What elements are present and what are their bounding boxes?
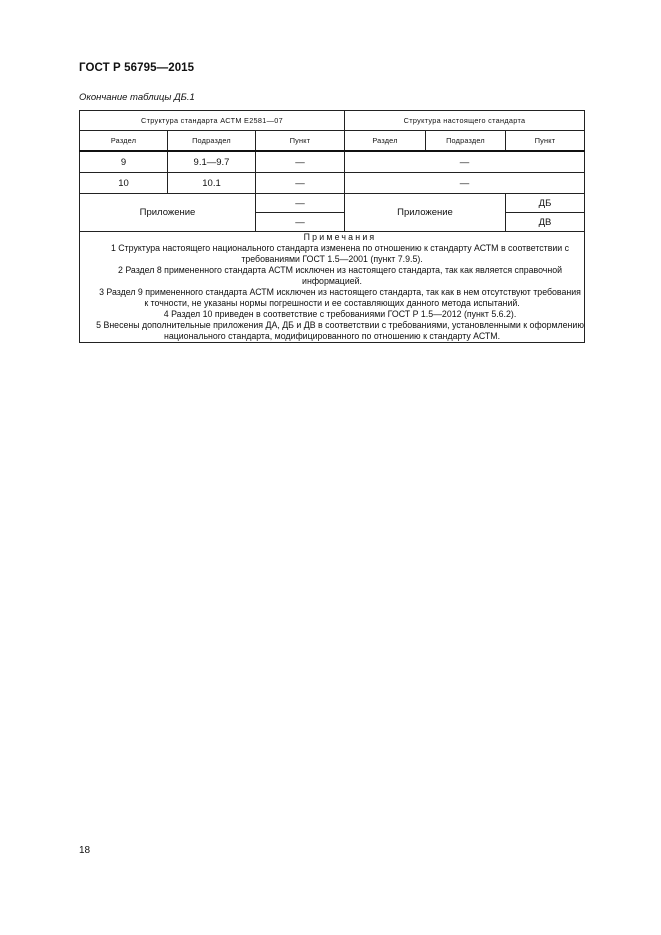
cell-punkt: — bbox=[256, 173, 345, 194]
cell-appendix-label-right: Приложение bbox=[345, 194, 506, 232]
col-header-podrazdel-right: Подраздел bbox=[426, 131, 506, 152]
cell-appendix-punkt-left-2: — bbox=[256, 213, 345, 232]
table-row bbox=[80, 173, 585, 194]
cell-appendix-punkt-right-2: ДВ bbox=[506, 213, 585, 232]
cell-razdel: 9 bbox=[80, 151, 168, 173]
cell-podrazdel: 9.1—9.7 bbox=[168, 151, 256, 173]
col-header-razdel-left: Раздел bbox=[80, 131, 168, 152]
cell-appendix-label-left: Приложение bbox=[80, 194, 256, 232]
cell-punkt: — bbox=[256, 151, 345, 173]
cell-appendix-punkt-right-1: ДБ bbox=[506, 194, 585, 213]
group-header-astm: Структура стандарта АСТМ Е2581—07 bbox=[80, 111, 345, 131]
col-header-punkt-left: Пункт bbox=[256, 131, 345, 152]
note-item: 3 Раздел 9 примененного стандарта АСТМ исключен из настоящего стандарта, так как в нем отсутствуют требования к точности, не указаны нормы погрешности и ее составляющих данного метода испытаний. bbox=[99, 287, 581, 308]
cell-national-structure: — bbox=[345, 151, 585, 173]
note-item: 1 Структура настоящего национального стандарта изменена по отношению к стандарту АСТМ в соответствии с требованиями ГОСТ 1.5—2001 (пункт 7.9.5). bbox=[110, 243, 570, 264]
cell-podrazdel: 10.1 bbox=[168, 173, 256, 194]
col-header-podrazdel-left: Подраздел bbox=[168, 131, 256, 152]
structure-table bbox=[79, 110, 585, 343]
table-caption: Окончание таблицы ДБ.1 bbox=[79, 92, 195, 103]
table-group-header-row bbox=[80, 111, 585, 131]
note-item: 5 Внесены дополнительные приложения ДА, ДБ и ДВ в соответствии с требованиями, установленными к оформлению национального стандарта, модифицированного по отношению к стандарту АСТМ. bbox=[96, 320, 584, 341]
col-header-razdel-right: Раздел bbox=[345, 131, 426, 152]
table-column-header-row bbox=[80, 131, 585, 152]
note-item: 2 Раздел 8 примененного стандарта АСТМ исключен из настоящего стандарта, так как является справочной информацией. bbox=[117, 265, 563, 286]
document-code: ГОСТ Р 56795—2015 bbox=[79, 62, 195, 74]
cell-razdel: 10 bbox=[80, 173, 168, 194]
note-item: 4 Раздел 10 приведен в соответствие с требованиями ГОСТ Р 1.5—2012 (пункт 5.6.2). bbox=[163, 309, 517, 319]
col-header-punkt-right: Пункт bbox=[506, 131, 585, 152]
cell-appendix-punkt-left-1: — bbox=[256, 194, 345, 213]
table-notes-row bbox=[80, 232, 585, 343]
table-row bbox=[80, 151, 585, 173]
cell-national-structure: — bbox=[345, 173, 585, 194]
notes-title: Примечания bbox=[303, 232, 377, 242]
notes-block bbox=[80, 232, 585, 343]
table-row-appendix bbox=[80, 194, 585, 213]
page-number: 18 bbox=[79, 845, 91, 856]
group-header-national: Структура настоящего стандарта bbox=[345, 111, 585, 131]
